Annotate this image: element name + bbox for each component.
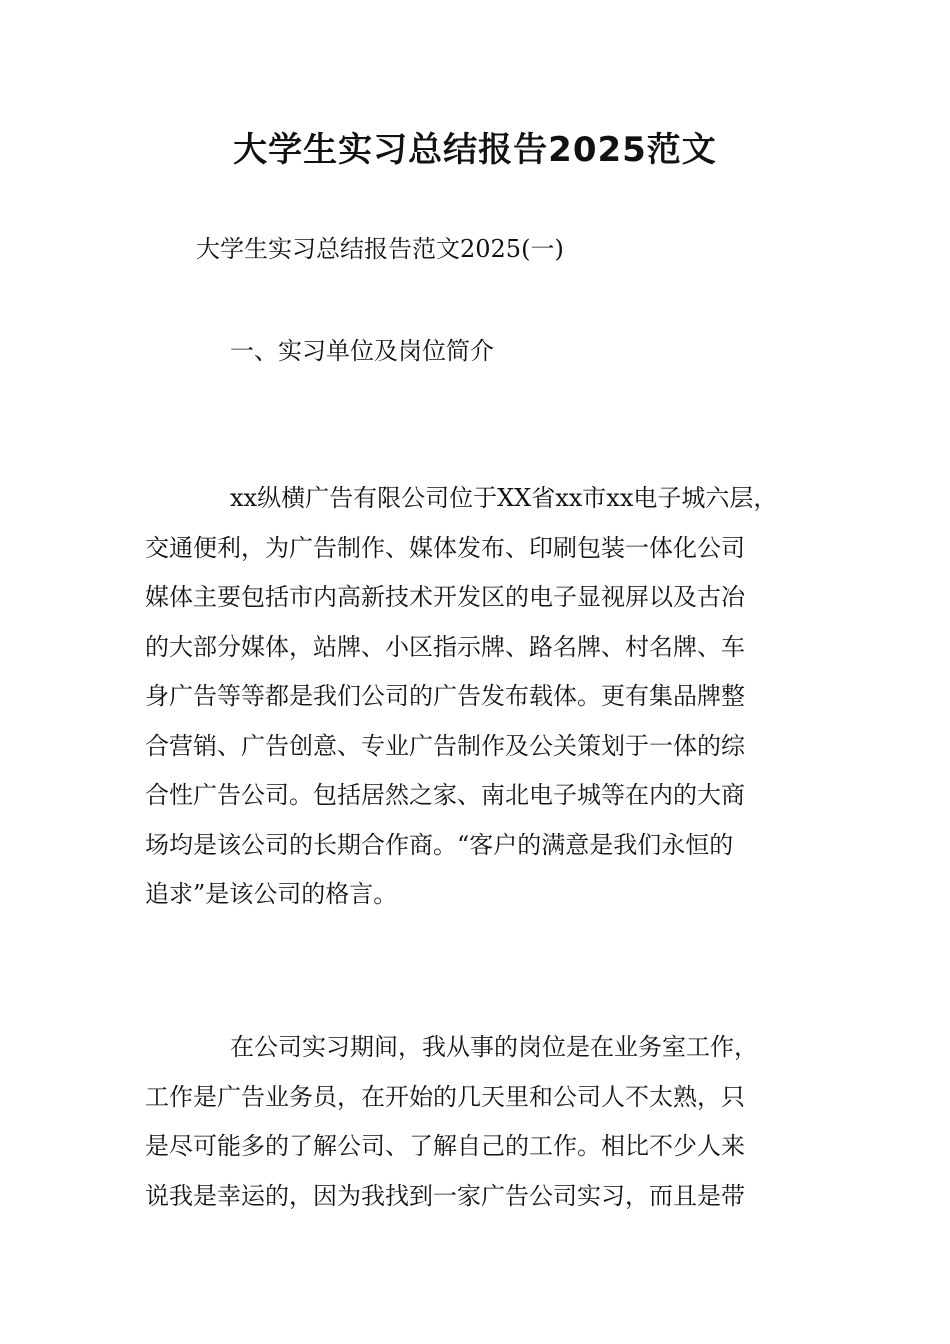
paragraph-line: 在公司实习期间，我从事的岗位是在业务室工作， — [230, 1033, 758, 1061]
paragraph-line: 合性广告公司。包括居然之家、南北电子城等在内的大商 — [145, 781, 745, 809]
paragraph-line: 媒体主要包括市内高新技术开发区的电子显视屏以及古冶 — [145, 583, 745, 611]
paragraph-company-intro — [145, 481, 810, 927]
paragraph-line: 说我是幸运的，因为我找到一家广告公司实习，而且是带 — [145, 1181, 745, 1210]
paragraph-line: 工作是广告业务员，在开始的几天里和公司人不太熟，只 — [145, 1082, 745, 1111]
section-heading: 一、实习单位及岗位简介 — [230, 337, 494, 365]
paragraph-line: 交通便利，为广告制作、媒体发布、印刷包装一体化公司 — [145, 533, 745, 562]
paragraph-line: 场均是该公司的长期合作商。“客户的满意是我们永恒的 — [145, 830, 734, 859]
paragraph-line: 合营销、广告创意、专业广告制作及公关策划于一体的综 — [145, 731, 745, 760]
paragraph-internship-role — [145, 1030, 810, 1228]
document-title: 大学生实习总结报告2025范文 — [233, 130, 717, 170]
document-subtitle: 大学生实习总结报告范文2025(一) — [196, 235, 564, 263]
paragraph-line: xx纵横广告有限公司位于XX省xx市xx电子城六层， — [230, 484, 778, 512]
paragraph-line: 的大部分媒体，站牌、小区指示牌、路名牌、村名牌、车 — [145, 632, 745, 661]
paragraph-line: 身广告等等都是我们公司的广告发布载体。更有集品牌整 — [145, 682, 745, 710]
paragraph-line: 是尽可能多的了解公司、了解自己的工作。相比不少人来 — [145, 1132, 745, 1160]
paragraph-line: 追求”是该公司的格言。 — [145, 880, 398, 908]
